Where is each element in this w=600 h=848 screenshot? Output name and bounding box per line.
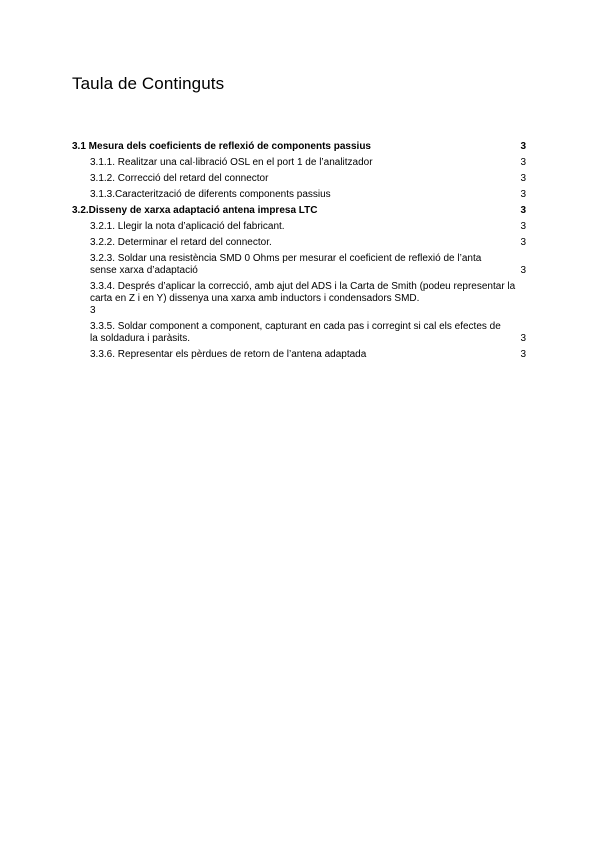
toc-entry-text: 3.1 Mesura dels coeficients de reflexió de components passius: [72, 141, 371, 152]
toc-entry-page: 3: [520, 349, 526, 360]
toc-entry-page: 3: [520, 237, 526, 248]
toc-entry-3-1-1[interactable]: [72, 157, 528, 169]
toc-entry-page: 3: [520, 157, 526, 168]
toc-entry-text: 3.1.3.Caracterització de diferents components passius: [90, 189, 331, 200]
toc-entry-text: 3.2.3. Soldar una resistència SMD 0 Ohms per mesurar el coeficient de reflexió de l’anta sense xarxa d’adaptació: [90, 253, 482, 276]
toc-entry-3-3-4[interactable]: [72, 281, 528, 317]
toc-entry-3-2-3[interactable]: [72, 253, 528, 277]
toc-entry-3-1-3[interactable]: [72, 189, 528, 201]
toc-entry-page: 3: [520, 141, 526, 152]
toc-entry-text: 3.1.1. Realitzar una cal·libració OSL en el port 1 de l’analitzador: [90, 157, 373, 168]
toc-entry-text: 3.1.2. Correcció del retard del connector: [90, 173, 269, 184]
toc-entry-3-2[interactable]: [72, 205, 528, 217]
toc-entry-page: 3: [520, 265, 526, 276]
toc-entry-text: 3.3.4. Després d’aplicar la correcció, amb ajut del ADS i la Carta de Smith (podeu representar la carta en Z i en Y) dissenya una xarxa amb inductors i condensadors SMD.: [90, 281, 516, 304]
toc-entry-3-1-2[interactable]: [72, 173, 528, 185]
toc-entry-page: 3: [520, 189, 526, 200]
toc-entry-text: 3.2.2. Determinar el retard del connector.: [90, 237, 272, 248]
toc-entry-3-3-5[interactable]: [72, 321, 528, 345]
toc-entry-page: 3: [520, 221, 526, 232]
toc-entry-text: 3.2.Disseny de xarxa adaptació antena impresa LTC: [72, 205, 318, 216]
toc-entry-text: 3.3.5. Soldar component a component, capturant en cada pas i corregint si cal els efectes de la soldadura i paràsits.: [90, 321, 501, 344]
toc-entry-page: 3: [520, 173, 526, 184]
toc-entry-text: 3.2.1. Llegir la nota d’aplicació del fabricant.: [90, 221, 285, 232]
toc-entry-3-2-1[interactable]: [72, 221, 528, 233]
table-of-contents: [72, 141, 528, 365]
toc-entry-3-1[interactable]: [72, 141, 528, 153]
toc-entry-page: 3: [520, 205, 526, 216]
toc-entry-3-2-2[interactable]: [72, 237, 528, 249]
toc-entry-3-3-6[interactable]: [72, 349, 528, 361]
toc-title: Taula de Continguts: [72, 74, 225, 93]
toc-entry-page: 3: [520, 333, 526, 344]
toc-entry-page: 3: [90, 305, 96, 316]
toc-entry-text: 3.3.6. Representar els pèrdues de retorn de l’antena adaptada: [90, 349, 367, 360]
